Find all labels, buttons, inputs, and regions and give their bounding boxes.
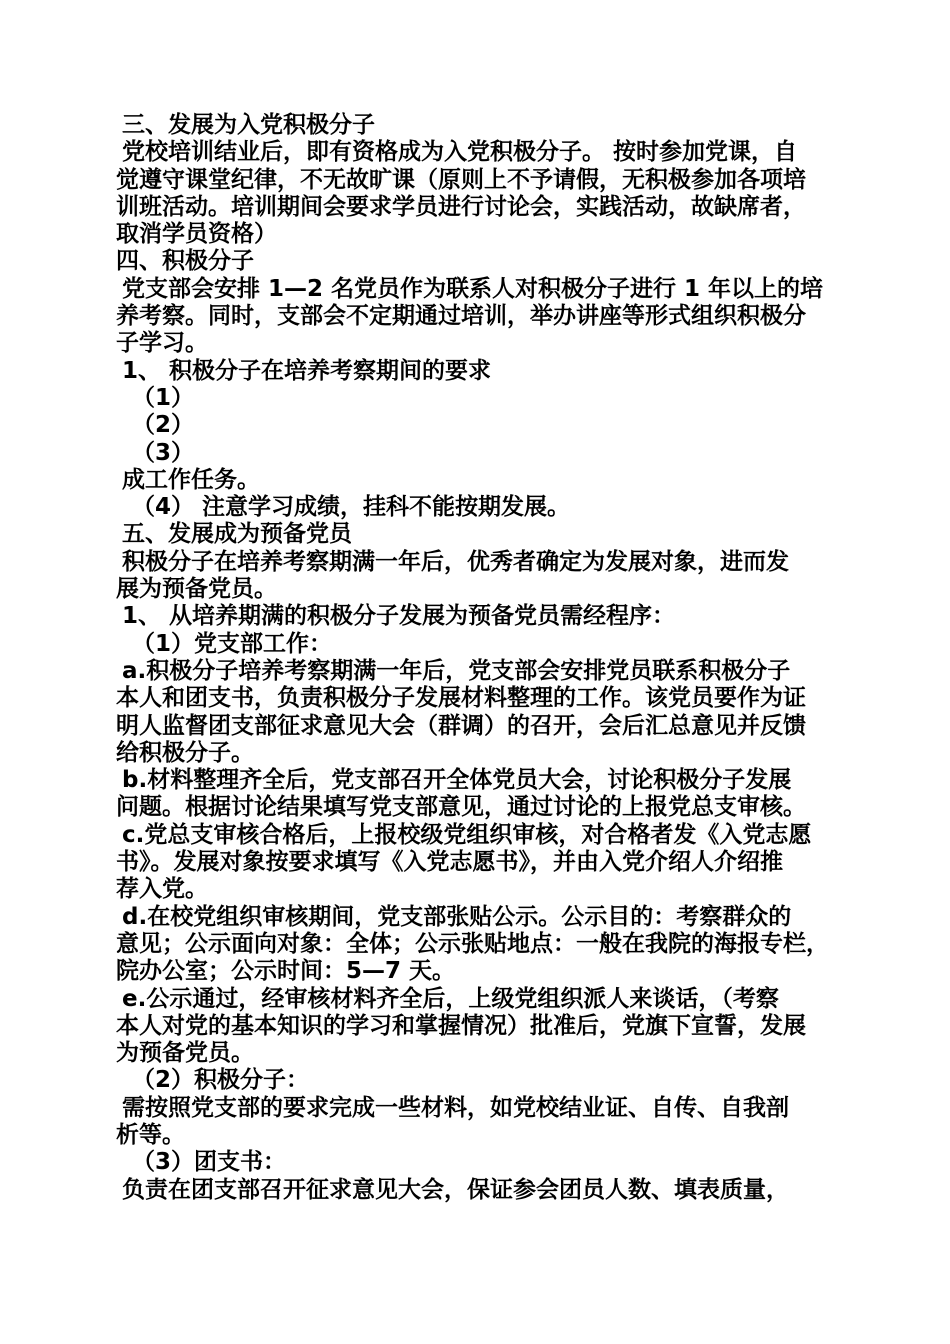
text-line: 需按照党支部的要求完成一些材料，如党校结业证、自传、自我剖 bbox=[122, 1094, 789, 1121]
text-line: （3） bbox=[132, 439, 195, 466]
text-line: （3）团支书： bbox=[132, 1149, 287, 1176]
text-line: 析等。 bbox=[116, 1121, 185, 1148]
text-line: 成工作任务。 bbox=[122, 466, 260, 493]
text-line: 觉遵守课堂纪律，不无故旷课（原则上不予请假，无积极参加各项培 bbox=[116, 166, 806, 193]
text-line: （2）积极分子： bbox=[132, 1067, 310, 1094]
text-line: 为预备党员。 bbox=[116, 1040, 254, 1067]
text-line: 本人对党的基本知识的学习和掌握情况）批准后，党旗下宣誓，发展 bbox=[116, 1012, 806, 1039]
text-line: 养考察。同时，支部会不定期通过培训，举办讲座等形式组织积极分 bbox=[116, 303, 806, 330]
text-line: 意见；公示面向对象：全体；公示张贴地点：一般在我院的海报专栏， bbox=[116, 930, 829, 957]
text-line: 展为预备党员。 bbox=[116, 576, 277, 603]
text-line: a.积极分子培养考察期满一年后，党支部会安排党员联系积极分子 bbox=[122, 657, 791, 684]
text-line: （1） bbox=[132, 384, 195, 411]
text-line: d.在校党组织审核期间，党支部张贴公示。公示目的：考察群众的 bbox=[122, 903, 792, 930]
text-line: e.公示通过，经审核材料齐全后，上级党组织派人来谈话，（考察 bbox=[122, 985, 779, 1012]
text-line: 五、发展成为预备党员 bbox=[122, 521, 352, 548]
text-line: c.党总支审核合格后，上报校级党组织审核，对合格者发《入党志愿 bbox=[122, 821, 812, 848]
text-line: 荐入党。 bbox=[116, 876, 208, 903]
text-line: 书》。发展对象按要求填写《入党志愿书》，并由入党介绍人介绍推 bbox=[116, 849, 783, 876]
text-line: 1、 从培养期满的积极分子发展为预备党员需经程序： bbox=[122, 603, 676, 630]
text-line: 党校培训结业后，即有资格成为入党积极分子。 按时参加党课，自 bbox=[122, 139, 798, 166]
text-line: 明人监督团支部征求意见大会（群调）的召开，会后汇总意见并反馈 bbox=[116, 712, 806, 739]
text-line: 子学习。 bbox=[116, 330, 208, 357]
text-line: 本人和团支书，负责积极分子发展材料整理的工作。该党员要作为证 bbox=[116, 685, 806, 712]
text-line: 三、发展为入党积极分子 bbox=[122, 112, 375, 138]
text-line: 训班活动。培训期间会要求学员进行讨论会，实践活动，故缺席者， bbox=[116, 193, 806, 220]
text-line: 取消学员资格） bbox=[116, 221, 277, 248]
text-line: 1、 积极分子在培养考察期间的要求 bbox=[122, 357, 492, 384]
text-line: 问题。根据讨论结果填写党支部意见，通过讨论的上报党总支审核。 bbox=[116, 794, 806, 821]
text-line: b.材料整理齐全后，党支部召开全体党员大会，讨论积极分子发展 bbox=[122, 767, 792, 794]
text-line: （4） 注意学习成绩，挂科不能按期发展。 bbox=[132, 494, 571, 521]
text-line: 给积极分子。 bbox=[116, 739, 254, 766]
text-line: 四、积极分子 bbox=[116, 248, 254, 275]
text-line: 院办公室；公示时间：5—7 天。 bbox=[116, 958, 456, 985]
text-line: 积极分子在培养考察期满一年后，优秀者确定为发展对象，进而发 bbox=[122, 548, 789, 575]
text-line: 负责在团支部召开征求意见大会，保证参会团员人数、填表质量， bbox=[122, 1176, 789, 1203]
text-line: （2） bbox=[132, 412, 195, 439]
text-line: （1）党支部工作： bbox=[132, 630, 333, 657]
text-line: 党支部会安排 1—2 名党员作为联系人对积极分子进行 1 年以上的培 bbox=[122, 275, 824, 302]
